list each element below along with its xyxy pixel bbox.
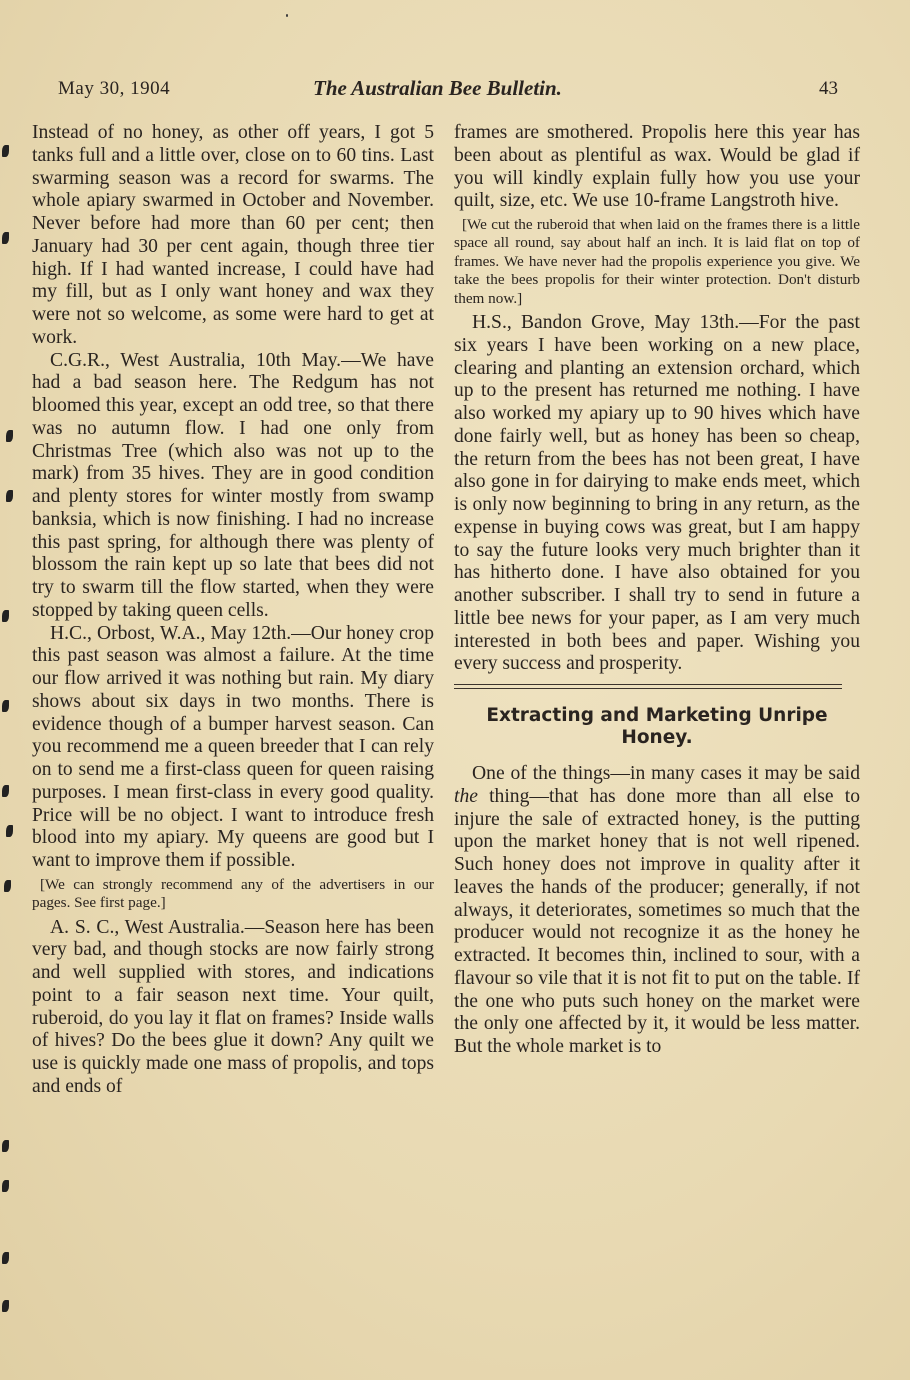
ink-mark [2, 232, 9, 244]
ink-mark [2, 145, 9, 157]
letter-hc: H.C., Orbost, W.A., May 12th.—Our honey crop this past season was almost a failure. At the time our flow arrived it was nothing but rain. My diary shows about six days in two months. There is evidence though of a bumper harvest season. Can you recommend me a queen breeder that I can rely on to send me a first-class queen for queen raising purposes. I mean first-class in every good quality. Price will be no object. I want to introduce fresh blood into my apiary. My queens are good but I want to improve them if possible. [32, 622, 434, 871]
ink-mark [2, 785, 9, 797]
paragraph: Instead of no honey, as other off years, I got 5 tanks full and a little over, close on to 60 tins. Last swarming season was a record for swarms. The whole apiary swarmed in October and November. Never before had more than 60 per cent; then January had 30 per cent again, though three tier high. If I had wanted increase, I could have had my fill, but as I only want honey and wax they were not so welcome, as some were hard to get at work. [32, 122, 434, 348]
editor-note: [We can strongly recommend any of the advertisers in our pages. See first page.] [32, 875, 434, 912]
article-text-italic: the [454, 785, 478, 807]
ink-mark [2, 1180, 9, 1192]
running-header [58, 78, 848, 108]
editor-note: [We cut the ruberoid that when laid on the frames there is a little space all round, say about half an inch. It is laid flat on top of frames. We have never had the propolis experience you give. We take the bees propolis for their winter protection. Don't disturb them now.] [454, 216, 860, 307]
ink-mark [6, 490, 13, 502]
article-text-lead: One of the things—in many cases it may be said [472, 763, 860, 785]
left-column [32, 122, 434, 1099]
paragraph: frames are smothered. Propolis here this year has been about as plentiful as wax. Would be glad if you will kindly explain fully how you use your quilt, size, etc. We use 10-frame Langstroth hive. [454, 122, 860, 212]
ink-mark [2, 700, 9, 712]
binding-edge-marks [0, 0, 26, 1380]
right-column [454, 122, 860, 1059]
article-text-rest: thing—that has done more than all else to injure the sale of extracted honey, is the putting upon the market honey that is not well ripened. Such honey does not improve in quality after it leaves the hands of the producer; generally, if not always, it deteriorates, sometimes so much that the producer would not recognize it as the honey he extracted. It becomes thin, inclined to sour, with a flavour so vile that it is not fit to put on the table. If the one who puts such honey on the market were the only one affected by it, it would be less matter. But the whole market is to [454, 785, 860, 1058]
ink-mark [6, 430, 13, 442]
article-heading: Extracting and Marketing Unripe Honey. [486, 705, 828, 749]
ink-mark [2, 1300, 9, 1312]
paper-speck [286, 14, 288, 17]
ink-mark [2, 610, 9, 622]
journal-title: The Australian Bee Bulletin. [313, 76, 562, 100]
ink-mark [4, 880, 11, 892]
letter-cgr: C.G.R., West Australia, 10th May.—We have had a bad season here. The Redgum has not bloomed this year, except an odd tree, so that there was no autumn flow. I had one only from Christmas Tree (which also was not up to the mark) from 35 hives. They are in good condition and plenty stores for winter mostly from swamp banksia, which is now finishing. I had no increase this past spring, for although there was plenty of blossom the rain kept up so late that bees did not try to swarm till the flow started, when they were stopped by taking queen cells. [32, 349, 434, 621]
ink-mark [6, 825, 13, 837]
ink-mark [2, 1140, 9, 1152]
header-date: May 30, 1904 [58, 78, 171, 99]
article-paragraph [454, 763, 860, 1059]
ink-mark [2, 1252, 9, 1264]
letter-asc: A. S. C., West Australia.—Season here has been very bad, and though stocks are now fairly strong and well supplied with stores, and indications point to a fair season next time. Your quilt, ruberoid, do you lay it flat on frames? Inside walls of hives? Do the bees glue it down? Any quilt we use is quickly made one mass of propolis, and tops and ends of [32, 916, 434, 1097]
letter-hs: H.S., Bandon Grove, May 13th.—For the past six years I have been working on a new place, clearing and planting an extension orchard, which up to the present has returned me nothing. I have also worked my apiary up to 90 hives which have done fairly well, but as honey has been so cheap, the return from the bees has not been great, I have also gone in for dairying to make ends meet, which is only now beginning to bring in any return, as the expense in buying cows was great, but I am happy to say the future looks very much brighter than it has hitherto done. I have also obtained for you another subscriber. I shall try to send in future a little bee news for your paper, as I am very much interested in both bees and paper. Wishing you every success and prosperity. [454, 312, 860, 675]
page-number: 43 [819, 78, 838, 99]
section-divider [454, 684, 842, 689]
